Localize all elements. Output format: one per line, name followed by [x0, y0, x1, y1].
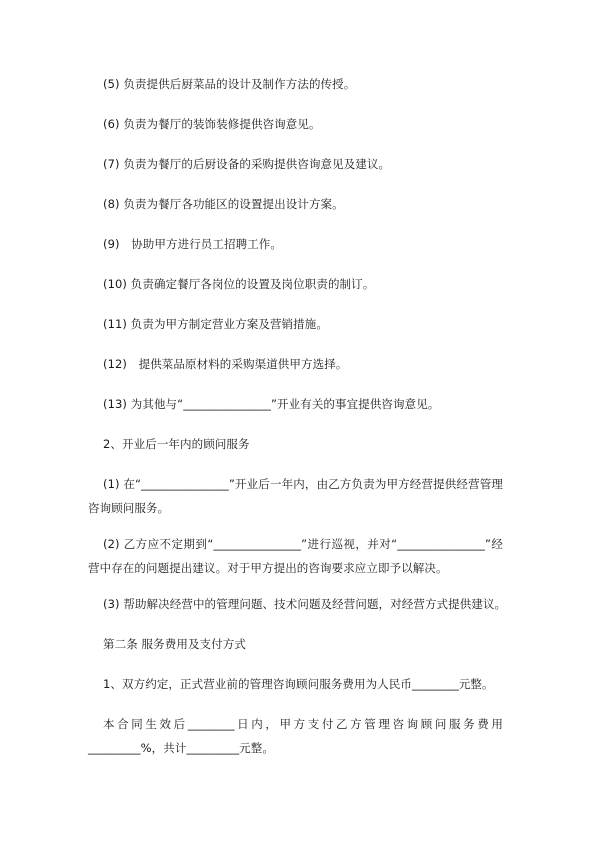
clause-13: (13) 为其他与“_______________”开业有关的事宜提供咨询意见。 [103, 397, 440, 411]
clause-8: (8) 负责为餐厅各功能区的设置提出设计方案。 [103, 197, 344, 211]
section-heading-post-opening: 2、开业后一年内的顾问服务 [103, 437, 250, 451]
clause-11: (11) 负责为甲方制定营业方案及营销措施。 [103, 317, 328, 331]
clause-7: (7) 负责为餐厅的后厨设备的采购提供咨询意见及建议。 [103, 157, 391, 171]
clause-9: (9) 协助甲方进行员工招聘工作。 [103, 237, 282, 251]
post-clause-3: (3) 帮助解决经营中的管理问题、技术问题及经营问题，对经营方式提供建议。 [103, 597, 507, 611]
article-two-heading: 第二条 服务费用及支付方式 [103, 637, 246, 651]
clause-5: (5) 负责提供后厨菜品的设计及制作方法的传授。 [103, 77, 356, 91]
post-clause-2: (2) 乙方应不定期到“_______________”进行巡视，并对“_______________”经营中存在的问题提出建议。对于甲方提出的咨询要求应立即予以解决。 [88, 537, 503, 575]
clause-12: (12) 提供菜品原材料的采购渠道供甲方选择。 [103, 357, 348, 371]
payment-clause: 本合同生效后________日内，甲方支付乙方管理咨询顾问服务费用_________%，共计_________元整。 [88, 717, 503, 755]
clause-10: (10) 负责确定餐厅各岗位的设置及岗位职责的制订。 [103, 277, 375, 291]
clause-6: (6) 负责为餐厅的装饰装修提供咨询意见。 [103, 117, 321, 131]
fee-clause-1: 1、双方约定，正式营业前的管理咨询顾问服务费用为人民币________元整。 [103, 677, 494, 691]
post-clause-1: (1) 在“_______________”开业后一年内，由乙方负责为甲方经营提供经营管理咨询顾问服务。 [88, 477, 503, 515]
